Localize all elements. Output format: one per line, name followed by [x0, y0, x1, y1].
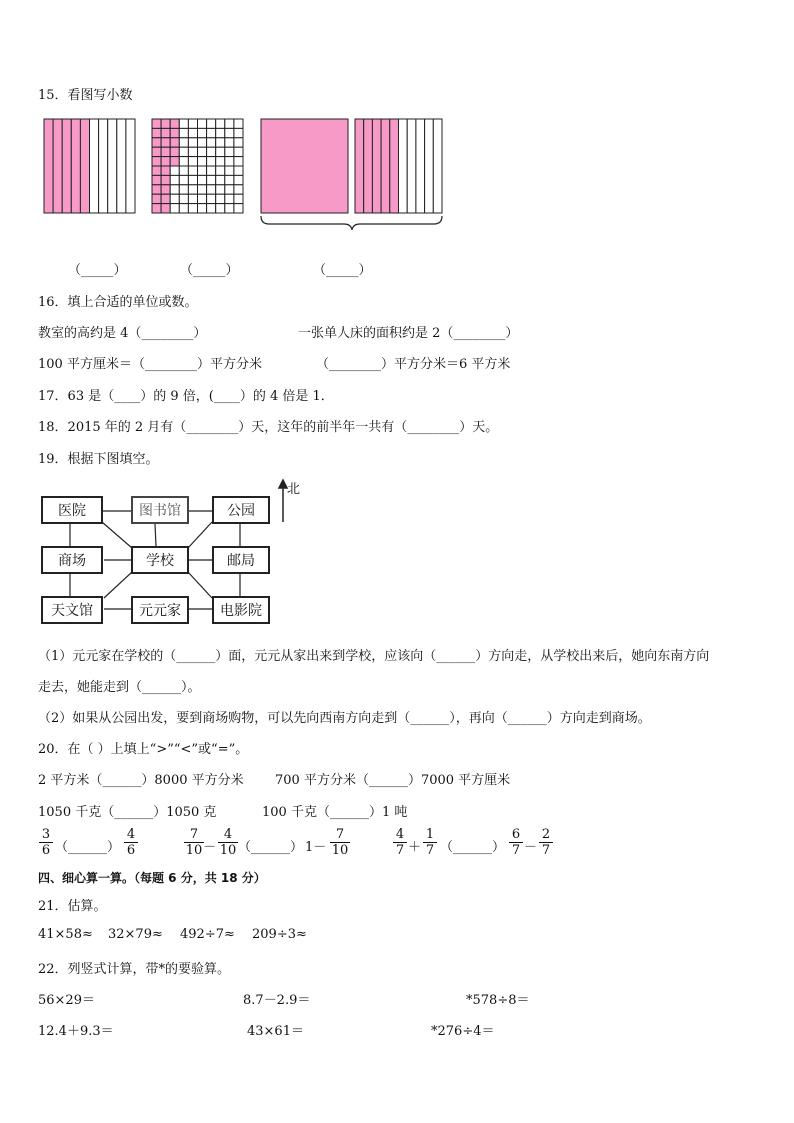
hundredth-cell	[216, 138, 225, 147]
hundredth-cell	[161, 185, 170, 194]
hundredth-cell	[207, 204, 216, 213]
tenth-strip	[425, 119, 434, 213]
question-19-part1-b: 走去，她能走到（______）。	[38, 680, 201, 695]
brace	[261, 216, 442, 230]
hundredth-cell	[216, 175, 225, 184]
place-hospital: 医院	[41, 496, 103, 524]
question-20-title: 20．在（ ）上填上“>”“<”或“=”。	[38, 742, 249, 757]
hundredth-cell	[179, 119, 188, 128]
calc-1: 56×29＝	[38, 993, 95, 1008]
calc-4: 12.4＋9.3＝	[38, 1024, 114, 1039]
hundredth-cell	[188, 204, 197, 213]
hundredth-cell	[161, 204, 170, 213]
hundredth-cell	[179, 204, 188, 213]
calc-3: *578÷8＝	[466, 993, 530, 1008]
hundredth-cell	[225, 157, 234, 166]
hundredth-cell	[161, 194, 170, 203]
hundredth-cell	[216, 194, 225, 203]
fraction-2-7: $\frac{2}{7}$	[539, 827, 553, 858]
hundredth-cell	[207, 157, 216, 166]
hundredth-cell	[198, 147, 207, 156]
tenth-strip	[108, 119, 117, 213]
question-20-row1-a: 2 平方米（______）8000 平方分米	[38, 773, 244, 788]
hundredth-cell	[179, 175, 188, 184]
hundredth-cell	[225, 138, 234, 147]
hundredth-cell	[216, 157, 225, 166]
blank-20-f1[interactable]: （______）	[55, 840, 121, 855]
calc-6: *276÷4＝	[431, 1024, 495, 1039]
question-16-title: 16．填上合适的单位或数。	[38, 295, 198, 310]
figure-one-and-tenths	[261, 119, 442, 230]
place-post-office: 邮局	[212, 546, 270, 574]
hundredth-cell	[234, 147, 243, 156]
hundredth-cell	[216, 128, 225, 137]
question-18: 18．2015 年的 2 月有（________）天，这年的前半年一共有（________）天。	[38, 420, 499, 435]
figure-hundredths	[152, 119, 243, 213]
hundredth-cell	[188, 128, 197, 137]
question-22-title: 22．列竖式计算，带*的要验算。	[38, 962, 231, 977]
hundredth-cell	[152, 147, 161, 156]
question-20-row1-b: 700 平方分米（______）7000 平方厘米	[275, 773, 511, 788]
question-19-part2: （2）如果从公园出发，要到商场购物，可以先向西南方向走到（______），再向（______）方向走到商场。	[38, 711, 651, 726]
hundredth-cell	[188, 119, 197, 128]
place-park: 公园	[212, 496, 270, 524]
hundredth-cell	[161, 166, 170, 175]
hundredth-cell	[152, 194, 161, 203]
place-library: 图书馆	[131, 496, 189, 524]
hundredth-cell	[234, 128, 243, 137]
hundredth-cell	[161, 157, 170, 166]
hundredth-cell	[207, 166, 216, 175]
fraction-4-7: $\frac{4}{7}$	[393, 827, 407, 858]
tenth-strip	[117, 119, 126, 213]
hundredth-cell	[198, 128, 207, 137]
tenth-strip	[62, 119, 71, 213]
tenth-strip	[407, 119, 416, 213]
hundredth-cell	[234, 194, 243, 203]
hundredth-cell	[198, 138, 207, 147]
question-16-b: 一张单人床的面积约是 2（________）	[298, 326, 519, 341]
hundredth-cell	[198, 185, 207, 194]
hundredth-cell	[179, 128, 188, 137]
hundredth-cell	[179, 166, 188, 175]
question-19-part1-a: （1）元元家在学校的（______）面，元元从家出来到学校，应该向（______）方向走，从学校出来后，她向东南方向	[38, 649, 710, 664]
hundredth-cell	[225, 147, 234, 156]
hundredth-cell	[188, 138, 197, 147]
fraction-6-7: $\frac{6}{7}$	[509, 827, 523, 858]
hundredth-cell	[198, 194, 207, 203]
question-19-title: 19．根据下图填空。	[38, 452, 159, 467]
hundredth-cell	[170, 166, 179, 175]
tenth-strip	[416, 119, 425, 213]
tenth-strip	[355, 119, 364, 213]
question-16-d: （________）平方分米＝6 平方米	[316, 357, 511, 372]
tenth-strip	[433, 119, 442, 213]
figure-tenths-1	[44, 119, 135, 213]
hundredth-cell	[161, 138, 170, 147]
tenth-strip	[399, 119, 408, 213]
hundredth-cell	[152, 204, 161, 213]
hundredth-cell	[179, 157, 188, 166]
question-20-row2-b: 100 千克（______）1 吨	[262, 805, 408, 820]
fraction-7-10-b: $\frac{7}{10}$	[331, 827, 349, 858]
question-17: 17．63 是（____）的 9 倍，(____）的 4 倍是 1．	[38, 389, 334, 404]
hundredth-cell	[225, 166, 234, 175]
minus-sign: －	[203, 840, 217, 855]
hundredth-cell	[161, 128, 170, 137]
estimate-4: 209÷3≈	[252, 927, 307, 942]
hundredth-cell	[161, 119, 170, 128]
minus-sign-2: －	[524, 840, 538, 855]
hundredth-cell	[207, 119, 216, 128]
hundredth-cell	[188, 166, 197, 175]
hundredth-cell	[170, 128, 179, 137]
hundredth-cell	[161, 147, 170, 156]
question-21-title: 21．估算。	[38, 899, 107, 914]
hundredth-cell	[216, 204, 225, 213]
question-16-c: 100 平方厘米＝（________）平方分米	[38, 357, 262, 372]
hundredth-cell	[170, 147, 179, 156]
hundredth-cell	[188, 147, 197, 156]
hundredth-cell	[188, 175, 197, 184]
hundredth-cell	[216, 119, 225, 128]
hundredth-cell	[188, 194, 197, 203]
hundredth-cell	[170, 138, 179, 147]
place-mall: 商场	[41, 546, 103, 574]
question-20-row2-a: 1050 千克（______）1050 克	[38, 805, 217, 820]
calc-2: 8.7－2.9＝	[243, 993, 311, 1008]
hundredth-cell	[234, 119, 243, 128]
hundredth-cell	[152, 138, 161, 147]
tenth-strip	[90, 119, 99, 213]
whole-square	[261, 119, 348, 213]
place-cinema: 电影院	[212, 596, 270, 624]
hundredth-cell	[152, 157, 161, 166]
tenth-strip	[381, 119, 390, 213]
hundredth-cell	[198, 175, 207, 184]
hundredth-cell	[152, 166, 161, 175]
hundredth-cell	[225, 128, 234, 137]
hundredth-cell	[188, 157, 197, 166]
hundredth-cell	[225, 175, 234, 184]
hundredth-cell	[170, 185, 179, 194]
hundredth-cell	[161, 175, 170, 184]
hundredth-cell	[216, 147, 225, 156]
fraction-7-10: $\frac{7}{10}$	[185, 827, 203, 858]
estimate-3: 492÷7≈	[180, 927, 235, 942]
tenth-strip	[80, 119, 89, 213]
hundredth-cell	[170, 175, 179, 184]
north-label: 北	[287, 482, 301, 497]
hundredth-cell	[225, 204, 234, 213]
hundredth-cell	[198, 157, 207, 166]
hundredth-cell	[152, 119, 161, 128]
hundredth-cell	[152, 128, 161, 137]
tenth-strip	[99, 119, 108, 213]
question-15-title: 15．看图写小数	[38, 88, 133, 103]
hundredth-cell	[207, 128, 216, 137]
hundredth-cell	[152, 175, 161, 184]
calc-5: 43×61＝	[247, 1024, 304, 1039]
tenth-strip	[71, 119, 80, 213]
fraction-1-7: $\frac{1}{7}$	[423, 827, 437, 858]
hundredth-cell	[207, 194, 216, 203]
hundredth-cell	[234, 166, 243, 175]
hundredth-cell	[234, 157, 243, 166]
fraction-4-10: $\frac{4}{10}$	[219, 827, 237, 858]
hundredth-cell	[216, 166, 225, 175]
hundredth-cell	[170, 157, 179, 166]
estimate-1: 41×58≈	[38, 927, 93, 942]
fraction-4-6: $\frac{4}{6}$	[124, 827, 138, 858]
tenth-strip	[126, 119, 135, 213]
tenth-strip	[44, 119, 53, 213]
hundredth-cell	[225, 194, 234, 203]
tenth-strip	[372, 119, 381, 213]
hundredth-cell	[179, 138, 188, 147]
fraction-3-6: $\frac{3}{6}$	[39, 827, 53, 858]
place-school: 学校	[131, 546, 189, 574]
hundredth-cell	[198, 204, 207, 213]
hundredth-cell	[170, 119, 179, 128]
hundredth-cell	[225, 185, 234, 194]
hundredth-cell	[216, 185, 225, 194]
hundredth-cell	[207, 185, 216, 194]
tenth-strip	[364, 119, 373, 213]
hundredth-cell	[225, 119, 234, 128]
hundredth-cell	[170, 194, 179, 203]
blank-15-3[interactable]: （_____）	[313, 263, 372, 278]
hundredth-cell	[179, 185, 188, 194]
place-home: 元元家	[131, 596, 189, 624]
blank-15-2[interactable]: （_____）	[180, 263, 239, 278]
hundredth-cell	[188, 185, 197, 194]
hundredth-cell	[234, 204, 243, 213]
estimate-2: 32×79≈	[108, 927, 163, 942]
tenth-strip	[390, 119, 399, 213]
hundredth-cell	[207, 147, 216, 156]
one-minus: 1－	[305, 840, 327, 855]
hundredth-cell	[207, 175, 216, 184]
tenth-strip	[53, 119, 62, 213]
hundredth-cell	[152, 185, 161, 194]
blank-20-f3[interactable]: （______）	[440, 840, 506, 855]
place-observatory: 天文馆	[41, 596, 103, 624]
hundredth-cell	[198, 166, 207, 175]
decimal-figures	[40, 115, 450, 230]
hundredth-cell	[198, 119, 207, 128]
section-4-heading: 四、细心算一算。（每题 6 分，共 18 分）	[38, 871, 266, 885]
question-16-a: 教室的高约是 4（________）	[38, 326, 207, 341]
hundredth-cell	[234, 138, 243, 147]
hundredth-cell	[179, 147, 188, 156]
hundredth-cell	[207, 138, 216, 147]
plus-sign: ＋	[408, 840, 422, 855]
hundredth-cell	[234, 175, 243, 184]
blank-20-f2[interactable]: （______）	[238, 840, 304, 855]
hundredth-cell	[234, 185, 243, 194]
hundredth-cell	[179, 194, 188, 203]
hundredth-cell	[170, 204, 179, 213]
blank-15-1[interactable]: （_____）	[68, 263, 127, 278]
